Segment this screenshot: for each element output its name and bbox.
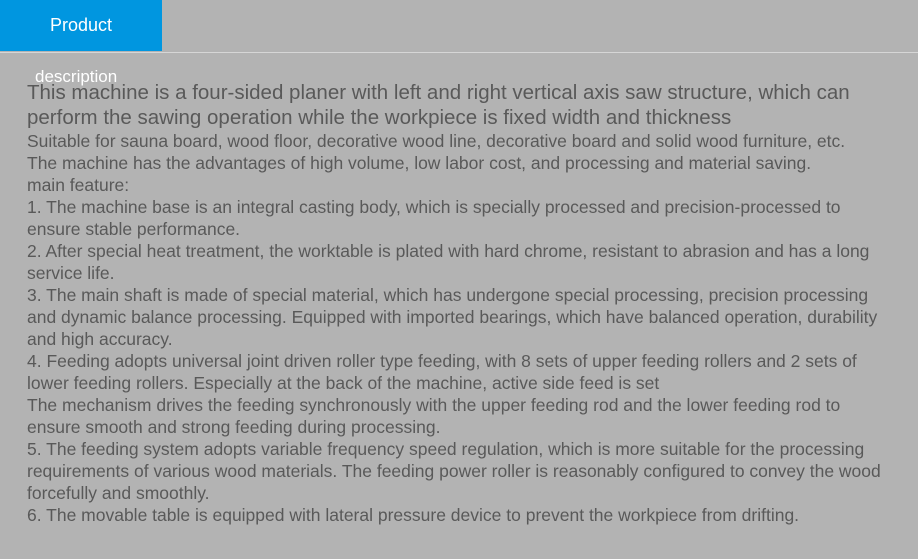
product-description-body xyxy=(27,80,897,526)
paragraph-advantages: The machine has the advantages of high volume, low labor cost, and processing and material saving. xyxy=(27,153,812,173)
tab-label: Product xyxy=(49,15,113,35)
feature-item-4-continued: The mechanism drives the feeding synchronously with the upper feeding rod and the lower feeding rod to ensure smooth and strong feeding during processing. xyxy=(27,395,841,437)
tab-bar xyxy=(0,0,918,53)
feature-item-4: 4. Feeding adopts universal joint driven roller type feeding, with 8 sets of upper feeding rollers and 2 sets of lower feeding rollers. Especially at the back of the machine, active side feed is set xyxy=(27,351,857,393)
description-headline: This machine is a four-sided planer with left and right vertical axis saw structure, which can perform the sawing operation while the workpiece is fixed width and thickness xyxy=(27,81,850,129)
tab-product-description[interactable] xyxy=(0,0,162,51)
feature-item-2: 2. After special heat treatment, the worktable is plated with hard chrome, resistant to abrasion and has a long service life. xyxy=(27,241,870,283)
paragraph-applications: Suitable for sauna board, wood floor, decorative wood line, decorative board and solid wood furniture, etc. xyxy=(27,131,846,151)
tab-label-overflow: description xyxy=(35,67,118,86)
paragraph-main-feature-heading: main feature: xyxy=(27,175,130,195)
feature-item-6: 6. The movable table is equipped with lateral pressure device to prevent the workpiece from drifting. xyxy=(27,505,800,525)
feature-item-1: 1. The machine base is an integral casting body, which is specially processed and precision-processed to ensure stable performance. xyxy=(27,197,841,239)
feature-item-3: 3. The main shaft is made of special material, which has undergone special processing, precision processing and dynamic balance processing. Equipped with imported bearings, which have balanced operation, durability and high accuracy. xyxy=(27,285,878,349)
feature-item-5: 5. The feeding system adopts variable frequency speed regulation, which is more suitable for the processing requirements of various wood materials. The feeding power roller is reasonably configured to convey the wood forcefully and smoothly. xyxy=(27,439,881,503)
